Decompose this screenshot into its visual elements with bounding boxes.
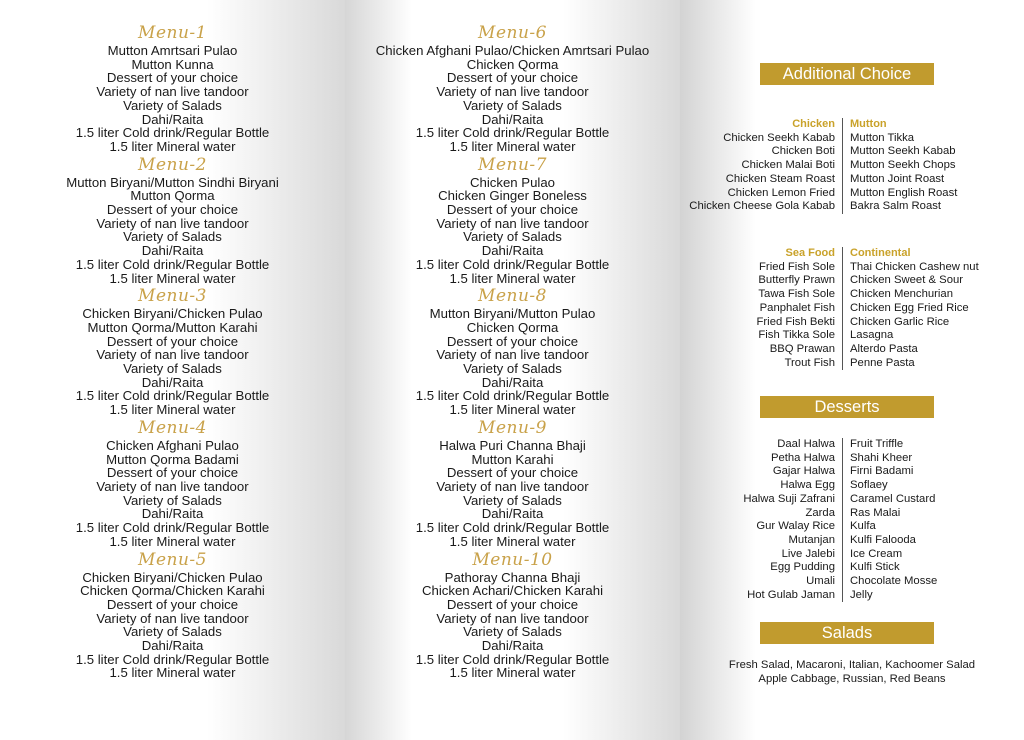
menu-item: Dessert of your choice (446, 202, 579, 218)
menu-title: Menu-4 (138, 417, 207, 438)
dish-item: Alterdo Pasta (850, 342, 918, 355)
menu-item: Chicken Pulao (469, 174, 556, 190)
dish-item: Live Jalebi (781, 547, 835, 560)
menu-item: Dahi/Raita (481, 111, 544, 127)
menu-title: Menu-7 (478, 154, 547, 175)
menu-item: Variety of Salads (123, 229, 222, 245)
mutton-heading: Mutton (850, 118, 887, 130)
chicken-column (680, 118, 843, 214)
menu-title: Menu-1 (138, 23, 207, 43)
menu-item: 1.5 liter Mineral water (449, 533, 576, 549)
mutton-column (843, 118, 957, 214)
menu-item: Dessert of your choice (106, 465, 239, 481)
menu-4 (0, 417, 345, 549)
menu-item: Dahi/Raita (481, 243, 544, 259)
menu-item: 1.5 liter Cold drink/Regular Bottle (75, 256, 270, 272)
menu-title: Menu-8 (478, 286, 547, 307)
menu-item: Mutton Karahi (471, 451, 554, 467)
menu-item: 1.5 liter Mineral water (449, 665, 576, 681)
menu-item: Variety of nan live tandoor (96, 84, 249, 100)
dish-item: Halwa Egg (780, 479, 835, 492)
menu-item: Variety of nan live tandoor (96, 215, 249, 231)
dish-item: Chocolate Mosse (850, 575, 938, 588)
menu-item: 1.5 liter Cold drink/Regular Bottle (415, 125, 610, 141)
additional-group-meat (680, 118, 1024, 214)
dish-item: Chicken Sweet & Sour (850, 274, 964, 287)
dish-item: Zarda (805, 506, 835, 519)
dish-item: Lasagna (850, 329, 894, 342)
menu-item: Variety of nan live tandoor (96, 478, 249, 494)
salad-line: Fresh Salad, Macaroni, Italian, Kachoomer Salad (728, 659, 976, 671)
desserts-right-items (850, 438, 937, 602)
menu-3 (0, 285, 345, 417)
menu-item: 1.5 liter Cold drink/Regular Bottle (415, 388, 610, 404)
menu-item: Mutton Biryani/Mutton Pulao (429, 306, 596, 322)
menu-item: Chicken Ginger Boneless (438, 188, 587, 204)
dish-item: Chicken Boti (771, 145, 835, 158)
menu-item: Mutton Kunna (131, 56, 214, 72)
dish-item: Trout Fish (784, 356, 835, 369)
dish-item: Petha Halwa (770, 451, 835, 464)
desserts-header: Desserts (760, 396, 934, 418)
dish-item: Chicken Menchurian (850, 288, 953, 301)
menu-item: Variety of Salads (123, 624, 222, 640)
dish-item: Shahi Kheer (850, 451, 913, 464)
dish-item: Chicken Steam Roast (725, 172, 835, 185)
dish-item: Fish Tikka Sole (758, 329, 835, 342)
menu-item: Mutton Qorma Badami (106, 451, 239, 467)
menu-item: Chicken Afghani Pulao (106, 437, 239, 453)
desserts-left-column (680, 438, 843, 602)
menu-item: Dessert of your choice (106, 596, 239, 612)
menu-item: Dahi/Raita (481, 638, 544, 654)
menu-item: Chicken Qorma/Chicken Karahi (80, 583, 265, 599)
dish-item: Fruit Triffle (850, 438, 904, 450)
dish-item: Chicken Egg Fried Rice (850, 301, 969, 314)
menu-item: Dahi/Raita (481, 374, 544, 390)
dish-item: Mutton Seekh Kabab (850, 145, 956, 158)
dish-item: Penne Pasta (850, 356, 915, 369)
seafood-heading: Sea Food (785, 247, 835, 259)
menu-item: Chicken Biryani/Chicken Pulao (82, 569, 263, 585)
menu-item: 1.5 liter Mineral water (109, 270, 236, 286)
menu-item: Variety of Salads (463, 492, 562, 508)
menu-item: 1.5 liter Mineral water (449, 138, 576, 154)
dish-item: Chicken Malai Boti (741, 159, 835, 172)
menu-item: Halwa Puri Channa Bhaji (439, 437, 586, 453)
dish-item: Mutanjan (788, 533, 835, 546)
dish-item: Fried Fish Bekti (756, 315, 835, 328)
dish-item: Ice Cream (850, 547, 903, 560)
dish-item: Gur Walay Rice (756, 520, 835, 533)
salads-list (680, 659, 1024, 687)
dish-item: Daal Halwa (777, 438, 835, 450)
dish-item: Jelly (850, 588, 873, 601)
menu-item: Dahi/Raita (141, 506, 204, 522)
menu-item: Variety of Salads (123, 361, 222, 377)
dish-item: Hot Gulab Jaman (747, 588, 835, 601)
menu-title: Menu-6 (478, 23, 547, 43)
menu-item: Variety of Salads (123, 97, 222, 113)
menu-item: Dessert of your choice (446, 596, 579, 612)
chicken-items (680, 132, 835, 214)
dish-item: Mutton Seekh Chops (850, 159, 956, 172)
menu-item: Chicken Qorma (466, 319, 559, 335)
menu-8 (345, 285, 680, 417)
desserts-left-items (680, 438, 835, 602)
menu-item: Chicken Biryani/Chicken Pulao (82, 306, 263, 322)
salad-line: Apple Cabbage, Russian, Red Beans (758, 672, 946, 685)
dish-item: Halwa Suji Zafrani (743, 492, 835, 505)
dish-item: Butterfly Prawn (758, 274, 835, 287)
dish-item: Ras Malai (850, 506, 901, 519)
menu-item: Dahi/Raita (141, 111, 204, 127)
dish-item: Panphalet Fish (759, 301, 835, 314)
menu-item: 1.5 liter Cold drink/Regular Bottle (415, 256, 610, 272)
dish-item: Egg Pudding (770, 561, 835, 574)
salads-header: Salads (760, 622, 934, 644)
menu-item: Variety of nan live tandoor (436, 478, 589, 494)
dish-item: Caramel Custard (850, 492, 936, 505)
panel-additional (680, 0, 1024, 740)
menu-item: 1.5 liter Mineral water (109, 402, 236, 418)
menu-item: Variety of nan live tandoor (436, 84, 589, 100)
salads-lines (680, 659, 1024, 687)
menu-item: Dessert of your choice (106, 202, 239, 218)
menu-item: Variety of Salads (463, 624, 562, 640)
dish-item: Soflaey (850, 479, 888, 492)
menu-item: 1.5 liter Cold drink/Regular Bottle (75, 388, 270, 404)
menu-item: Dahi/Raita (141, 638, 204, 654)
menu-item: Variety of nan live tandoor (436, 610, 589, 626)
menu-item: 1.5 liter Cold drink/Regular Bottle (75, 520, 270, 536)
menu-item: Dessert of your choice (446, 465, 579, 481)
menu-item: Dahi/Raita (481, 506, 544, 522)
dish-item: Umali (806, 575, 835, 588)
dish-item: Chicken Lemon Fried (727, 186, 835, 199)
menu-item: Dessert of your choice (106, 70, 239, 86)
continental-items (850, 261, 979, 371)
menu-item: Variety of Salads (463, 229, 562, 245)
menu-item: Mutton Amrtsari Pulao (107, 43, 238, 58)
menu-item: 1.5 liter Cold drink/Regular Bottle (415, 651, 610, 667)
menu-title: Menu-9 (478, 417, 547, 438)
dish-item: Chicken Cheese Gola Kabab (689, 200, 835, 213)
panel-menus-1-5 (0, 0, 345, 740)
dish-item: Chicken Garlic Rice (850, 315, 950, 328)
menu-item: Variety of nan live tandoor (436, 347, 589, 363)
menu-item: Variety of nan live tandoor (436, 215, 589, 231)
menu-6 (345, 22, 680, 154)
menu-title: Menu-2 (138, 154, 207, 175)
dish-item: Mutton Tikka (850, 131, 915, 144)
menu-item: 1.5 liter Mineral water (449, 270, 576, 286)
dish-item: Mutton Joint Roast (850, 172, 945, 185)
dish-item: Fried Fish Sole (759, 260, 835, 273)
menu-10 (345, 549, 680, 681)
menu-5 (0, 549, 345, 681)
seafood-column (680, 247, 843, 370)
menu-item: 1.5 liter Mineral water (109, 533, 236, 549)
menu-item: Chicken Achari/Chicken Karahi (421, 583, 604, 599)
additional-choice-header: Additional Choice (760, 63, 934, 85)
menu-9 (345, 417, 680, 549)
menu-item: Variety of Salads (123, 492, 222, 508)
menu-7 (345, 154, 680, 286)
menu-item: Variety of Salads (463, 361, 562, 377)
menu-1 (0, 22, 345, 154)
dish-item: Kulfi Falooda (850, 533, 916, 546)
menu-item: Variety of nan live tandoor (96, 610, 249, 626)
menu-item: 1.5 liter Cold drink/Regular Bottle (75, 125, 270, 141)
dish-item: Firni Badami (850, 465, 914, 478)
dish-item: Gajar Halwa (772, 465, 835, 478)
menu-item: 1.5 liter Mineral water (449, 402, 576, 418)
menu-item: Chicken Afghani Pulao/Chicken Amrtsari Pulao (375, 43, 650, 58)
continental-heading: Continental (850, 247, 911, 259)
menu-item: Dessert of your choice (446, 70, 579, 86)
dish-item: Bakra Salm Roast (850, 200, 942, 213)
desserts-right-column (843, 438, 937, 602)
continental-column (843, 247, 979, 370)
menu-item: 1.5 liter Cold drink/Regular Bottle (75, 651, 270, 667)
chicken-heading: Chicken (792, 118, 835, 130)
menu-item: Dessert of your choice (106, 333, 239, 349)
menu-title: Menu-5 (138, 549, 207, 570)
dish-item: Tawa Fish Sole (758, 288, 835, 301)
menu-title: Menu-3 (138, 286, 207, 307)
menu-item: Dahi/Raita (141, 374, 204, 390)
mutton-items (850, 132, 957, 214)
menu-item: 1.5 liter Mineral water (109, 138, 236, 154)
menu-item: Mutton Qorma/Mutton Karahi (87, 319, 258, 335)
menus-column-1 (0, 0, 345, 680)
menu-item: Dahi/Raita (141, 243, 204, 259)
menu-item: Variety of nan live tandoor (96, 347, 249, 363)
dish-item: Kulfa (850, 520, 876, 533)
menu-item: Variety of Salads (463, 97, 562, 113)
panel-menus-6-10 (345, 0, 680, 740)
menu-item: Mutton Qorma (130, 188, 215, 204)
dish-item: Mutton English Roast (850, 186, 958, 199)
menu-item: 1.5 liter Mineral water (109, 665, 236, 681)
menu-title: Menu-10 (472, 549, 553, 570)
additional-group-seafood-continental (680, 247, 1024, 370)
menu-item: Chicken Qorma (466, 56, 559, 72)
dish-item: Kulfi Stick (850, 561, 900, 574)
dish-item: Thai Chicken Cashew nut (850, 260, 979, 273)
menu-2 (0, 154, 345, 286)
menu-item: 1.5 liter Cold drink/Regular Bottle (415, 520, 610, 536)
seafood-items (680, 261, 835, 371)
dish-item: Chicken Seekh Kabab (723, 131, 835, 144)
desserts-list (680, 438, 1024, 602)
menu-item: Mutton Biryani/Mutton Sindhi Biryani (66, 174, 279, 190)
menu-item: Pathoray Channa Bhaji (444, 569, 581, 585)
menus-column-2 (345, 0, 680, 680)
dish-item: BBQ Prawan (769, 342, 835, 355)
menu-item: Dessert of your choice (446, 333, 579, 349)
